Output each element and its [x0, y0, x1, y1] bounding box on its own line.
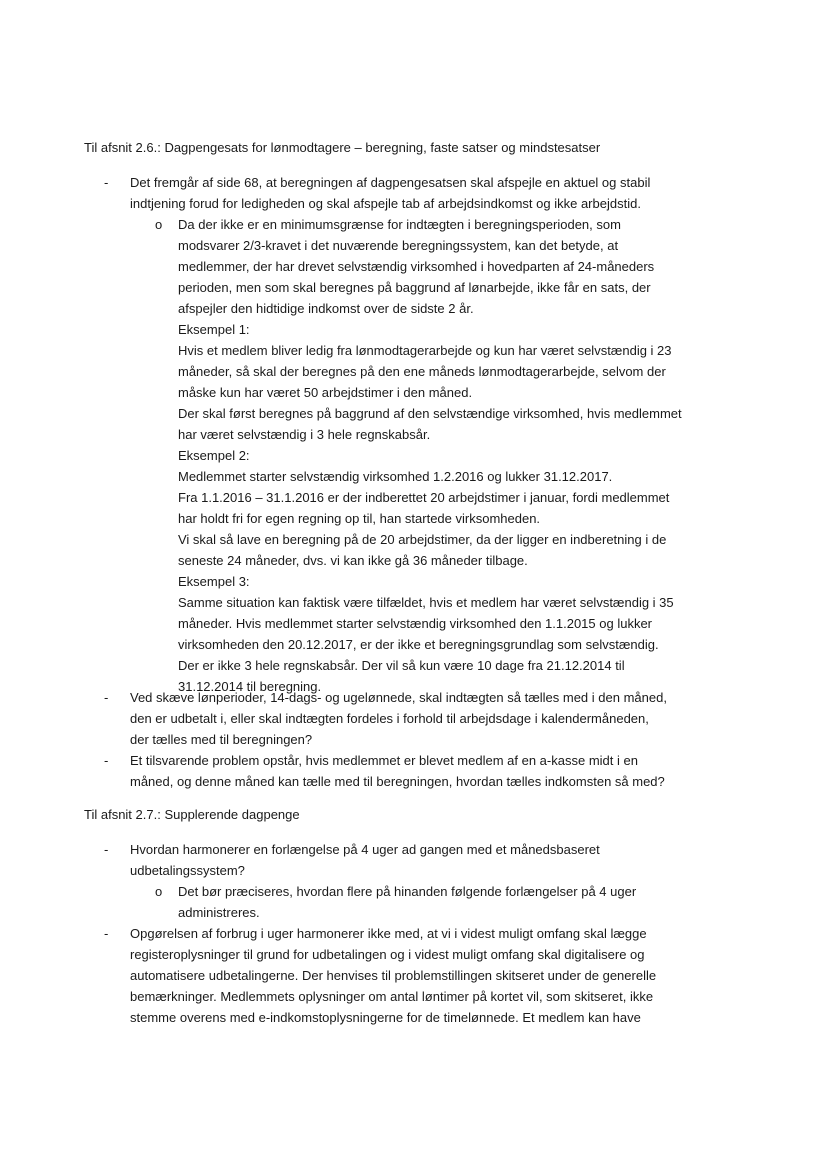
- text-line: måneder. Hvis medlemmet starter selvstændig virksomhed den 1.1.2015 og lukker: [178, 616, 652, 631]
- text-line: Medlemmet starter selvstændig virksomhed 1.2.2016 og lukker 31.12.2017.: [178, 469, 613, 484]
- text-line: Da der ikke er en minimumsgrænse for indtægten i beregningsperioden, som: [178, 217, 621, 232]
- text-line: indtjening forud for ledigheden og skal afspejle tab af arbejdsindkomst og ikke arbejdstid.: [130, 196, 641, 211]
- text-line: Eksempel 2:: [178, 448, 250, 463]
- text-line: Fra 1.1.2016 – 31.1.2016 er der indberettet 20 arbejdstimer i januar, fordi medlemmet: [178, 490, 670, 505]
- bullet-marker: -: [104, 690, 109, 705]
- text-line: Det bør præciseres, hvordan flere på hinanden følgende forlængelser på 4 uger: [178, 884, 637, 899]
- text-line: der tælles med til beregningen?: [130, 732, 313, 747]
- text-line: seneste 24 måneder, dvs. vi kan ikke gå 36 måneder tilbage.: [178, 553, 528, 568]
- text-line: automatisere udbetalingerne. Der henvises til problemstillingen skitseret under de generelle: [130, 968, 657, 983]
- text-line: den er udbetalt i, eller skal indtægten fordeles i forhold til arbejdsdage i kalendermåneden,: [130, 711, 649, 726]
- text-line: virksomheden den 20.12.2017, er der ikke et beregningsgrundlag som selvstændig.: [178, 637, 659, 652]
- section-2-6-heading: Til afsnit 2.6.: Dagpengesats for lønmodtagere – beregning, faste satser og mindstesatser: [84, 140, 601, 155]
- bullet-marker: -: [104, 175, 109, 190]
- text-line: udbetalingssystem?: [130, 863, 245, 878]
- text-line: Vi skal så lave en beregning på de 20 arbejdstimer, da der ligger en indberetning i de: [178, 532, 667, 547]
- text-line: modsvarer 2/3-kravet i det nuværende beregningssystem, kan det betyde, at: [178, 238, 619, 253]
- section-2-6-bullet-3: [130, 750, 665, 792]
- text-line: stemme overens med e-indkomstoplysningerne for de timelønnede. Et medlem kan have: [130, 1010, 641, 1025]
- section-2-7-heading: Til afsnit 2.7.: Supplerende dagpenge: [84, 807, 300, 822]
- text-line: Opgørelsen af forbrug i uger harmonerer ikke med, at vi i videst muligt omfang skal lægge: [130, 926, 647, 941]
- text-line: 31.12.2014 til beregning.: [178, 679, 322, 694]
- bullet-marker: -: [104, 926, 109, 941]
- section-2-6-sub-bullet-1: [178, 214, 682, 697]
- bullet-marker: -: [104, 842, 109, 857]
- section-2-7-sub-bullet-1: [178, 881, 636, 923]
- text-line: Samme situation kan faktisk være tilfældet, hvis et medlem har været selvstændig i 35: [178, 595, 674, 610]
- section-2-7-bullet-1: [130, 839, 600, 881]
- text-line: måned, og denne måned kan tælle med til beregningen, hvordan tælles indkomsten så med?: [130, 774, 665, 789]
- text-line: måske kun har været 50 arbejdstimer i den måned.: [178, 385, 473, 400]
- text-line: Det fremgår af side 68, at beregningen af dagpengesatsen skal afspejle en aktuel og stabil: [130, 175, 651, 190]
- text-line: registeroplysninger til grund for udbetalingen og i videst muligt omfang skal digitalisere og: [130, 947, 645, 962]
- text-line: Der er ikke 3 hele regnskabsår. Der vil så kun være 10 dage fra 21.12.2014 til: [178, 658, 625, 673]
- text-line: måneder, så skal der beregnes på den ene måneds lønmodtagerarbejde, selvom der: [178, 364, 666, 379]
- text-line: Eksempel 3:: [178, 574, 250, 589]
- section-2-6-bullet-2: [130, 687, 667, 750]
- text-line: har holdt fri for egen regning op til, han startede virksomheden.: [178, 511, 541, 526]
- bullet-marker: -: [104, 753, 109, 768]
- text-line: Et tilsvarende problem opstår, hvis medlemmet er blevet medlem af en a-kasse midt i en: [130, 753, 638, 768]
- section-2-6-bullet-1: [130, 172, 650, 214]
- text-line: administreres.: [178, 905, 260, 920]
- text-line: Hvis et medlem bliver ledig fra lønmodtagerarbejde og kun har været selvstændig i 23: [178, 343, 672, 358]
- text-line: Eksempel 1:: [178, 322, 250, 337]
- section-2-7-bullet-2: [130, 923, 656, 1028]
- text-line: bemærkninger. Medlemmets oplysninger om antal løntimer på kortet vil, som skitseret, ikke: [130, 989, 654, 1004]
- text-line: medlemmer, der har drevet selvstændig virksomhed i hovedparten af 24-måneders: [178, 259, 655, 274]
- text-line: afspejler den hidtidige indkomst over de sidste 2 år.: [178, 301, 474, 316]
- text-line: Ved skæve lønperioder, 14-dags- og ugelønnede, skal indtægten så tælles med i den måned,: [130, 690, 667, 705]
- text-line: Der skal først beregnes på baggrund af den selvstændige virksomhed, hvis medlemmet: [178, 406, 682, 421]
- sub-bullet-marker: o: [155, 217, 163, 232]
- text-line: perioden, men som skal beregnes på baggrund af lønarbejde, ikke får en sats, der: [178, 280, 651, 295]
- text-line: har været selvstændig i 3 hele regnskabsår.: [178, 427, 431, 442]
- sub-bullet-marker: o: [155, 884, 163, 899]
- text-line: Hvordan harmonerer en forlængelse på 4 uger ad gangen med et månedsbaseret: [130, 842, 600, 857]
